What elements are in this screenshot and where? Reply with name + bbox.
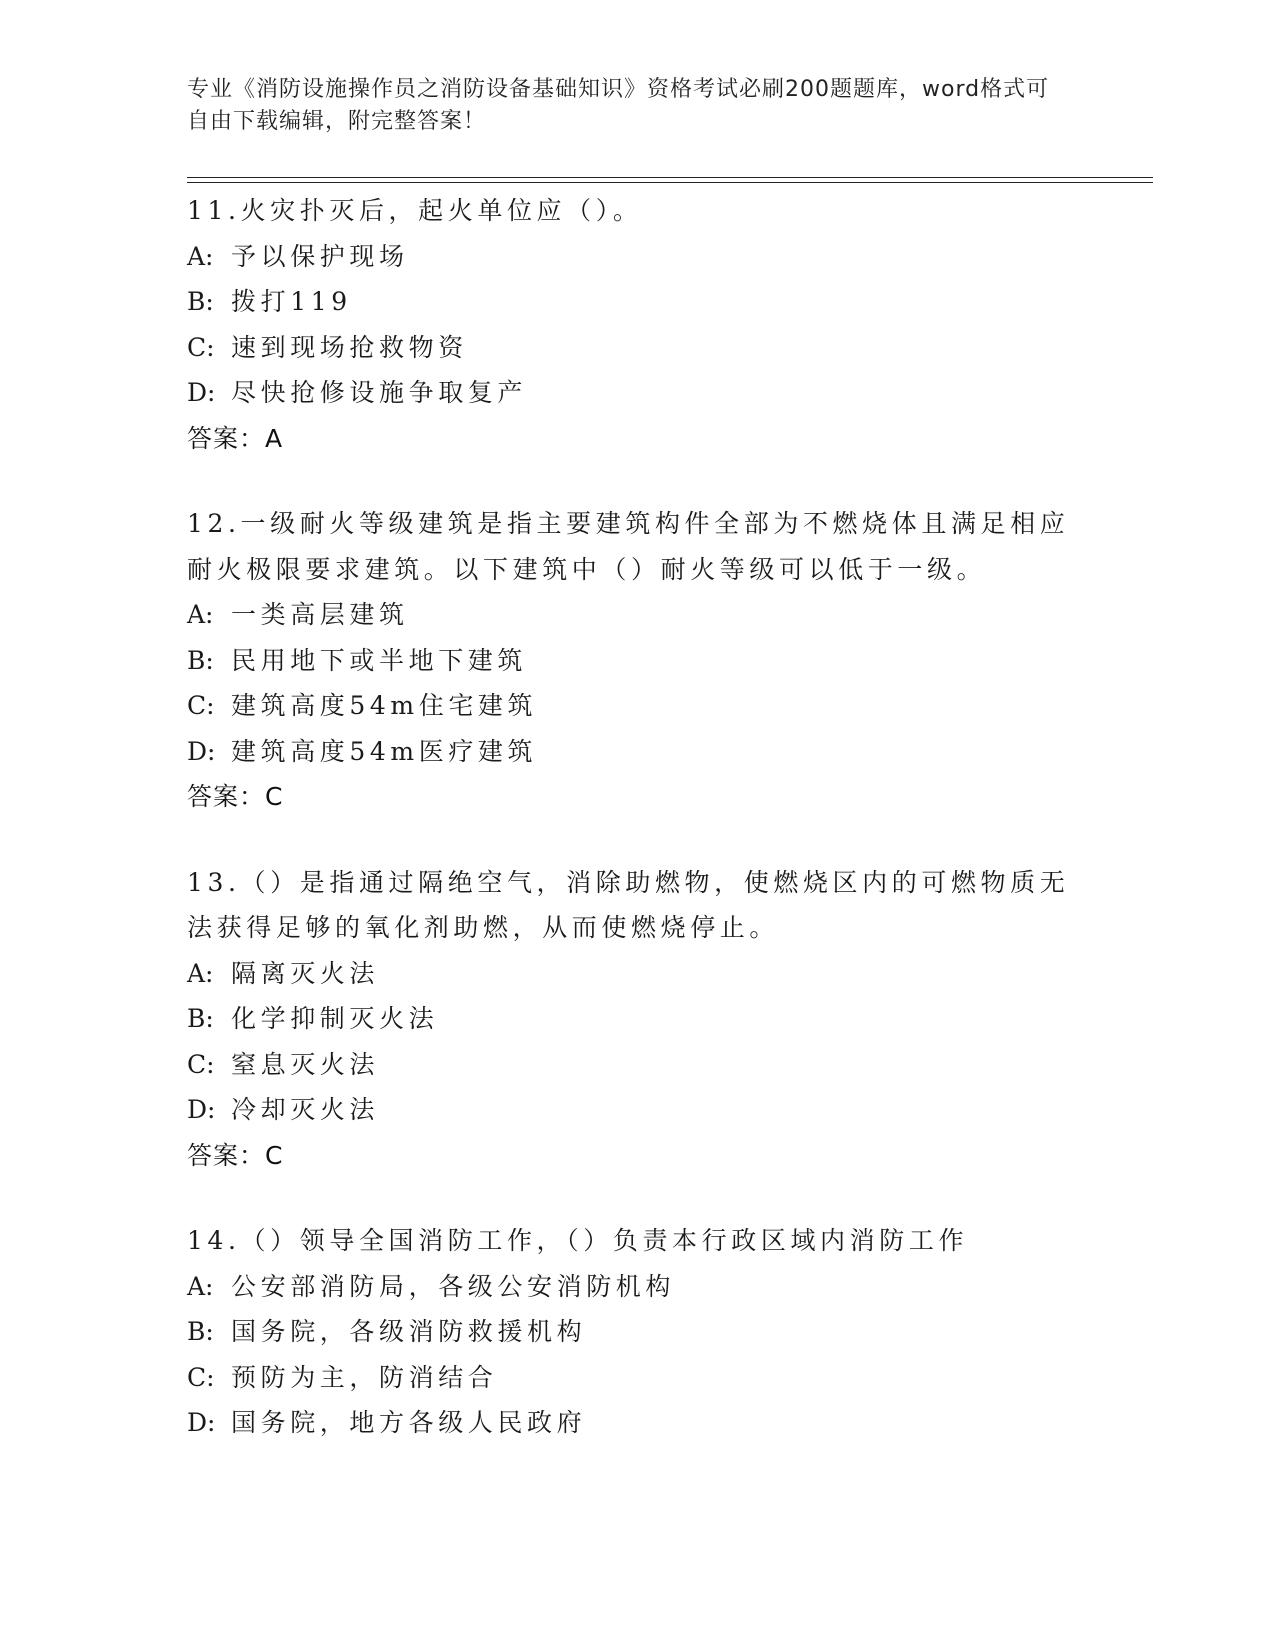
question-list — [187, 188, 1087, 1486]
option-text: 建筑高度54m住宅建筑 — [231, 691, 538, 720]
question-stem: 14.（）领导全国消防工作，（）负责本行政区域内消防工作 — [187, 1226, 969, 1255]
option-b — [187, 638, 1087, 684]
option-c — [187, 1042, 1087, 1088]
option-a — [187, 592, 1087, 638]
option-b — [187, 996, 1087, 1042]
option-d — [187, 729, 1087, 775]
option-letter: B: — [187, 1004, 214, 1033]
option-d — [187, 1087, 1087, 1133]
question-stem: 12.一级耐火等级建筑是指主要建筑构件全部为不燃烧体且满足相应耐火极限要求建筑。以下建筑中（）耐火等级可以低于一级。 — [187, 509, 1070, 584]
option-c — [187, 1355, 1087, 1401]
option-text: 建筑高度54m医疗建筑 — [231, 736, 538, 766]
option-text: 拨打119 — [231, 287, 352, 316]
option-letter: C: — [187, 691, 215, 720]
option-text: 公安部消防局，各级公安消防机构 — [231, 1271, 676, 1301]
option-d — [187, 370, 1087, 416]
document-header: 专业《消防设施操作员之消防设备基础知识》资格考试必刷200题题库，word格式可自由下载编辑，附完整答案！ — [187, 77, 1050, 134]
option-text: 窒息灭火法 — [231, 1049, 380, 1079]
option-a — [187, 234, 1087, 280]
question-12 — [187, 501, 1087, 820]
option-text: 预防为主，防消结合 — [231, 1362, 498, 1392]
option-letter: D: — [187, 1408, 216, 1437]
option-b — [187, 1309, 1087, 1355]
option-text: 予以保护现场 — [231, 241, 409, 271]
option-letter: C: — [187, 1049, 215, 1079]
option-text: 隔离灭火法 — [231, 958, 380, 988]
option-text: 化学抑制灭火法 — [231, 1004, 439, 1033]
option-c — [187, 683, 1087, 729]
question-stem: 13.（）是指通过隔绝空气，消除助燃物，使燃烧区内的可燃物质无法获得足够的氧化剂助燃，从而使燃烧停止。 — [187, 867, 1070, 942]
option-letter: A: — [187, 1271, 214, 1301]
answer-line: 答案：C — [187, 1140, 284, 1170]
option-text: 冷却灭火法 — [231, 1095, 380, 1124]
option-text: 国务院，地方各级人民政府 — [231, 1408, 587, 1437]
option-letter: C: — [187, 332, 215, 362]
option-c — [187, 325, 1087, 371]
question-13 — [187, 860, 1087, 1179]
question-stem: 11.火灾扑灭后，起火单位应（）。 — [187, 196, 643, 225]
option-a — [187, 1264, 1087, 1310]
option-letter: A: — [187, 600, 214, 629]
option-letter: B: — [187, 645, 214, 675]
option-b — [187, 279, 1087, 325]
question-11 — [187, 188, 1087, 461]
option-letter: D: — [187, 1095, 216, 1124]
question-14 — [187, 1218, 1087, 1446]
answer-line: 答案：C — [187, 782, 284, 811]
header-rule-bottom — [187, 182, 1153, 183]
option-a — [187, 951, 1087, 997]
option-letter: D: — [187, 378, 216, 407]
option-text: 民用地下或半地下建筑 — [231, 645, 528, 675]
option-letter: B: — [187, 1317, 214, 1346]
option-letter: A: — [187, 241, 214, 271]
option-d — [187, 1400, 1087, 1446]
option-letter: C: — [187, 1362, 215, 1392]
option-text: 国务院，各级消防救援机构 — [231, 1317, 587, 1346]
option-letter: D: — [187, 736, 216, 766]
answer-line: 答案：A — [187, 423, 284, 453]
header-rule-top — [187, 177, 1153, 178]
option-text: 速到现场抢救物资 — [231, 332, 468, 362]
option-letter: A: — [187, 958, 214, 988]
option-text: 尽快抢修设施争取复产 — [231, 378, 528, 407]
option-letter: B: — [187, 287, 214, 316]
option-text: 一类高层建筑 — [231, 600, 409, 629]
